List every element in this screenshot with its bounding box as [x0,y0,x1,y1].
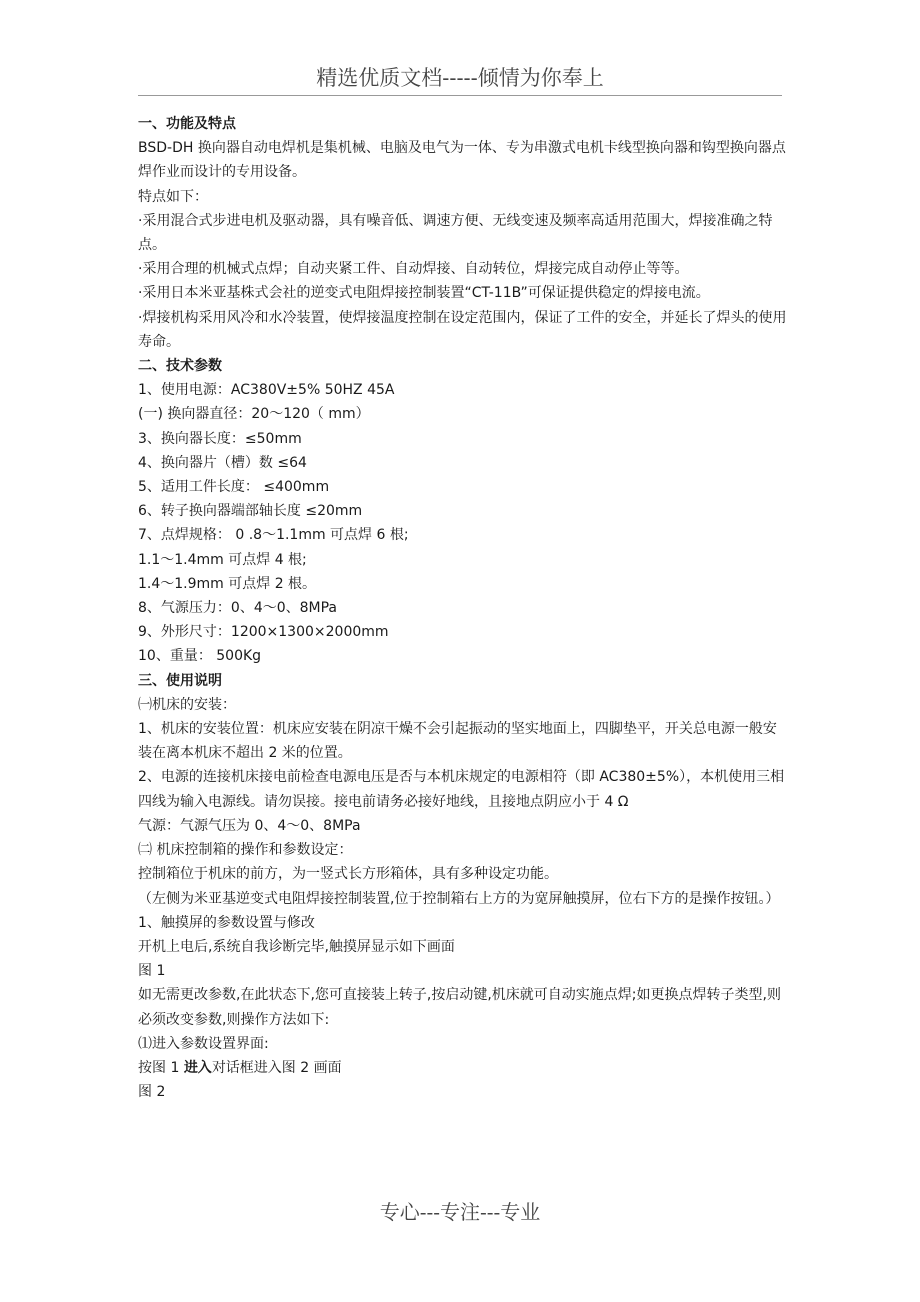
install-title: ㈠机床的安装： [138,696,236,713]
enter-pre: 按图 1 [138,1059,184,1076]
param-item: 6、转子换向器端部轴长度 ≤20mm [138,503,363,520]
feature-item: ·采用日本米亚基株式会社的逆变式电阻焊接控制装置“CT-11B”可保证提供稳定的焊接电流。 [138,285,710,302]
section2-title: 二、技术参数 [138,358,222,375]
enter-post: 对话框进入图 2 画面 [211,1059,342,1076]
param-item: 9、外形尺寸：1200×1300×2000mm [138,624,389,641]
param-item: 5、适用工件长度： ≤400mm [138,479,330,496]
feature-item: ·焊接机构采用风冷和水冷装置，使焊接温度控制在设定范围内，保证了工件的安全，并延长了焊头的使用寿命。 [138,309,787,350]
enter-bold: 进入 [183,1059,212,1076]
feature-item: ·采用混合式步进电机及驱动器，具有噪音低、调速方便、无线变速及频率高适用范围大，焊接准确之特点。 [138,212,773,254]
param-item: 1.4～1.9mm 可点焊 2 根。 [138,575,317,592]
touch-paragraph-2: 如无需更改参数,在此状态下,您可直接装上转子,按启动键,机床就可自动实施点焊;如更换点焊转子类型,则必须改变参数,则操作方法如下: [138,987,781,1028]
control-paragraph-1: 控制箱位于机床的前方，为一竖式长方形箱体，具有多种设定功能。 [138,866,558,883]
param-item: 7、点焊规格： 0 .8～1.1mm 可点焊 6 根; [138,527,409,544]
param-item: 10、重量： 500Kg [138,648,262,665]
enter-title: ⑴进入参数设置界面: [138,1035,269,1052]
control-paragraph-2: （左侧为米亚基逆变式电阻焊接控制装置,位于控制箱右上方的为宽屏触摸屏，位右下方的是操作按钮。） [138,890,780,907]
touch-paragraph-1: 开机上电后,系统自我诊断完毕,触摸屏显示如下画面 [138,938,455,955]
enter-paragraph [138,1056,788,1080]
document-body [138,112,788,1104]
features-label: 特点如下： [138,188,208,205]
param-item: 1.1～1.4mm 可点焊 4 根; [138,551,307,568]
section1-intro: BSD-DH 换向器自动电焊机是集机械、电脑及电气为一体、专为串激式电机卡线型换向器和钩型换向器点焊作业而设计的专用设备。 [138,140,786,181]
param-item: 4、换向器片（槽）数 ≤64 [138,454,307,471]
param-item: 1、使用电源：AC380V±5% 50HZ 45A [138,382,395,399]
touch-title: 1、触摸屏的参数设置与修改 [138,914,315,931]
param-item: 8、气源压力：0、4～0、8MPa [138,600,338,617]
install-paragraph-2: 2、电源的连接机床接电前检查电源电压是否与本机床规定的电源相符（即 AC380±5%），本机使用三相四线为输入电源线。请勿误接。接电前请务必接好地线，且接地点阴应小于 4 Ω [138,769,785,810]
control-title: ㈡ 机床控制箱的操作和参数设定： [138,842,353,859]
param-item: 3、换向器长度：≤50mm [138,430,302,447]
section1-title: 一、功能及特点 [138,116,236,132]
page-header: 精选优质文档-----倾情为你奉上 [316,66,604,90]
header-rule [138,95,782,96]
section3-title: 三、使用说明 [138,672,222,689]
page-footer: 专心---专注---专业 [379,1200,541,1224]
figure-2-label: 图 2 [138,1084,166,1101]
param-item: (一) 换向器直径：20～120（ mm） [138,406,370,423]
figure-1-label: 图 1 [138,963,166,980]
install-paragraph-1: 1、机床的安装位置：机床应安装在阴凉干燥不会引起振动的坚实地面上，四脚垫平，开关总电源一般安装在离本机床不超出 2 米的位置。 [138,721,777,762]
feature-item: ·采用合理的机械式点焊；自动夹紧工件、自动焊接、自动转位，焊接完成自动停止等等。 [138,261,689,278]
air-source: 气源：气源气压为 0、4～0、8MPa [138,817,361,834]
